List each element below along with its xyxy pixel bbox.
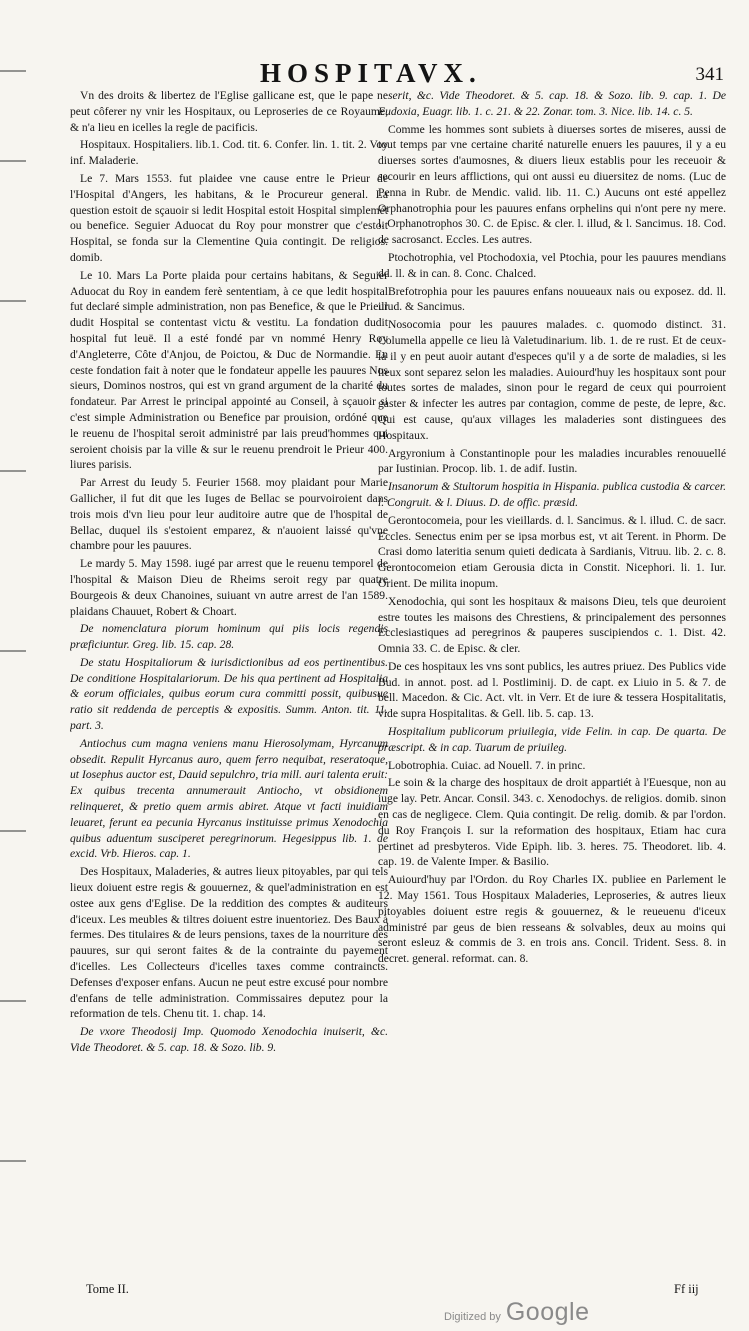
paragraph: Par Arrest du Ieudy 5. Feurier 1568. moy plaidant pour Marie Gallicher, il fut dit que les Iuges de Bellac se pourvoiroient dans trois mois d'vn lieu pour leur auditoire autre que de l'hospital de Bellac, duquel ils s'estoient emparez, & n'auoient laissé qu'vne chambre pour les pauures.	[70, 476, 388, 553]
paragraph: Nosocomia pour les pauures malades. c. quomodo distinct. 31. Columella appelle ce lieu là Valetudinarium. lib. 1. de re rust. Et de ceux-là il y en peut auoir autant d'especes qu'il y a de sorte de maladies, si les lieux sont separez selon les maladies. Auiourd'huy les hospitaux sont pour toutes sortes de malades, sinon pour le regard de ceux qui pourroient gaster & infecter les autres par contagion, comme de peste, de lepre, &c. Qui est cause, qu'aux villages les maladeries sont distinguees des Hospitaux.	[378, 318, 726, 442]
footer-tome: Tome II.	[86, 1282, 129, 1296]
paragraph: Hospitalium publicorum priuilegia, vide Felin. in cap. De quarta. De præscript. & in cap. Tuarum de priuileg.	[378, 725, 726, 754]
left-column	[70, 88, 388, 1280]
paragraph: De vxore Theodosij Imp. Quomodo Xenodochia inuiserit, &c. Vide Theodoret. & 5. cap. 18. & Sozo. lib. 9.	[70, 1025, 388, 1055]
page-title: HOSPITAVX.	[260, 58, 482, 88]
paragraph: Argyronium à Constantinople pour les maladies incurables renouuellé par Iustinian. Procop. lib. 1. de adif. Iustin.	[378, 446, 726, 476]
google-watermark	[444, 1298, 589, 1328]
page-header	[24, 58, 724, 88]
page-number: 341	[695, 64, 724, 85]
paragraph: Le soin & la charge des hospitaux de droit appartiét à l'Euesque, non au iuge lay. Petr. Ancar. Consil. 343. c. Xenodochys. de religios. domib. sinon en cas de negligece. Clem. Quia contingit. De relig. domib. & par l'ordon. du Roy François I. sur la reformation des hospitaux, Etiam hac cura pertinet ad presbyteros. Vide Epiph. lib. 3. heres. 75. Theodoret. lib. 4. cap. 19. de Valente Imper. & Basilio.	[378, 776, 726, 869]
paragraph: De ces hospitaux les vns sont publics, les autres priuez. Des Publics vide Bud. in annot. post. ad l. Postliminij. D. de capt. ex Liuio in 5. & 7. de bell. Macedon. & Cic. Act. vlt. in Verr. Et de iure & tessera Hospitalitatis, vide supra Hospitalitas. & Gell. lib. 5. cap. 13.	[378, 659, 726, 721]
right-column	[378, 88, 726, 1280]
paragraph: De statu Hospitaliorum & iurisdictionibus ad eos pertinentibus. De conditione Hospitalariorum. De his qua pertinent ad Hospitalia & eorum officiales, quibus eorum cura committi possit, quibusue ratio sit reddenda de perceptis & expositis. Summ. Anton. tit. 11. part. 3.	[70, 655, 388, 733]
paragraph: Le 7. Mars 1553. fut plaidee vne cause entre le Prieur de l'Hospital d'Angers, les habitans, & le Procureur general. La question estoit de sçauoir si ledit Hospital estoit Hospital simplemét ou benefice. Seguier Aduocat du Roy pour monstrer que c'estoit Hospital, se fonda sur la Clementine Quia contingit. De religios. domib.	[70, 171, 388, 264]
paragraph: Hospitaux. Hospitaliers. lib.1. Cod. tit. 6. Confer. lin. 1. tit. 2. Voy inf. Maladerie.	[70, 138, 388, 168]
paragraph: De nomenclatura piorum hominum qui piis locis regendis præficiuntur. Greg. lib. 15. cap. 28.	[70, 622, 388, 652]
paragraph: Des Hospitaux, Maladeries, & autres lieux pitoyables, par qui tels lieux doiuent estre regis & gouuernez, & quel'administration en est ostee aux gens d'Eglise. De la reddition des comptes & auditeurs d'iceux. Les meubles & tiltres doiuent estre inuentoriez. Des Baux à fermes. Des titulaires & de leurs pensions, taxes de la nourriture des pauures, sur qui seront faites & de la contrainte du payement d'icelles. Les Collecteurs d'icelles taxes comme contraincts. Defenses d'exposer enfans. Aucun ne peut estre excusé pour nombre d'enfans de telle administration. Commissaires deputez pour la reformation de tels. Chenu tit. 1. chap. 14.	[70, 865, 388, 1021]
paragraph: Vn des droits & libertez de l'Eglise gallicane est, que le pape ne peut côferer ny vnir les Hospitaux, ou Leproseries de ce Royaume, & n'a lieu en icelles la regle de pacificis.	[70, 89, 388, 134]
paragraph: Auiourd'huy par l'Ordon. du Roy Charles IX. publiee en Parlement le 12. May 1561. Tous Hospitaux Maladeries, Leproseries, & autres lieux pitoyables doiuent estre regis & gouuernez, & le reueuenu d'iceux administré par geus de bien resseans & solvables, deux au moins qui seront esleuz & commis de 3. en trois ans. Concil. Trident. Sess. 8. in decret. general. reformat. can. 8.	[378, 873, 726, 966]
paragraph: Le mardy 5. May 1598. iugé par arrest que le reuenu temporel de l'hospital & Maison Dieu de Rheims seroit regy par quatre Bourgeois & deux Chanoines, suiuant vn autre arrest de l'an 1589. plaidans Chauuet, Robert & Choart.	[70, 557, 388, 618]
paragraph: Xenodochia, qui sont les hospitaux & maisons Dieu, tels que deuroient estre toutes les maisons des Chrestiens, & principalement des personnes Ecclesiastiques ad peregrinos & pauperes suscipiendos c. 1. Dist. 42. Omnia 33. C. de Episc. & cler.	[378, 594, 726, 656]
watermark-brand: Google	[505, 1298, 590, 1326]
paragraph: Antiochus cum magna veniens manu Hierosolymam, Hyrcanum obsedit. Repulit Hyrcanus auro, quem ferro nequibat, reseratoque, ut Iosephus auctor est, Dauid sepulchro, tria mill. auri talenta eruit: Ex quibus trecenta annumerauit Antiocho, vt obsidionem relinqueret, & pretio quem armis abiret. Atque vt facti inuidiam leuaret, ferunt ea pecunia Hyrcanus instituisse primus Xenodochia quibus aduentum susciperet peregrinorum. Hegesippus lib. 1. de excid. Vrb. Hieros. cap. 1.	[70, 736, 388, 861]
paragraph: Insanorum & Stultorum hospitia in Hispania. publica custodia & carcer. l. Congruit. & l. Diuus. D. de offic. præsid.	[378, 480, 726, 509]
paragraph: Comme les hommes sont subiets à diuerses sortes de miseres, aussi de tout temps par vne certaine charité naturelle enuers les pauures, il y a eu diuerses sortes d'aumosnes, & diuers lieux establis pour les receuoir & secourir en leurs afflictions, qui ont aussi eu diuersitez de noms. (Luc de Penna in Rubr. de Mendic. valid. lib. 11. C.) Aucuns ont esté appellez Orphanotrophia pour les pauures enfans orphelins qui n'ont pere ny mere. l. Orphanotrophos 30. C. de Episc. & cler. l. illud, & l. Sancimus. 18. Cod. de sacrosanct. Eccles. Les autres.	[378, 122, 726, 247]
watermark-prefix: Digitized by	[444, 1311, 501, 1323]
paragraph: serit, &c. Vide Theodoret. & 5. cap. 18. & Sozo. lib. 9. cap. 1. De Eudoxia, Euagr. lib. 1. c. 21. & 22. Zonar. tom. 3. Nice. lib. 14. c. 5.	[378, 89, 726, 118]
paragraph: Gerontocomeia, pour les vieillards. d. l. Sancimus. & l. illud. C. de sacr. Eccles. Senectus enim per se ipsa morbus est, vt ait Terent. in Phorm. De Crasi domo lateritia senum quieti dedicata à Sardianis, Vitruu. lib. 2. c. 8. Gerontocomeion etiam Gerousia dicta in Constit. Nicephori. li. 1. Iur. Orient. De milita inopum.	[378, 513, 726, 590]
paragraph: Brefotrophia pour les pauures enfans nouueaux nais ou exposez. dd. ll. illud. & Sancimus.	[378, 284, 726, 314]
paragraph: Le 10. Mars La Porte plaida pour certains habitans, & Seguier Aduocat du Roy in eandem ferè sententiam, à ce que ledit hospital fut declaré simple administration, non pas Benefice, & que le Prieur dudit Hospital se contentast victu & vestitu. La fondation dudit hospital fut leuë. Il a esté fondé par vn nommé Henry Roy d'Angleterre, Côte d'Anjou, de Poictou, & Duc de Normandie. En ceste fondation fait à noter que le fondateur appelle les pauures Nos sieurs, Dominos nostros, qui est vn grand argument de la charité du fondateur. Par Arrest le principal appointé au Conseil, à sçauoir si c'est simple Administration ou Benefice par prouision, ordóné que le reuenu de l'hospital seroit administré par lais preud'hommes qui seroient choisis par la ville & sur le reuenu prendroit le Prieur 400. liures parisis.	[70, 268, 388, 472]
footer-signature: Ff iij	[674, 1282, 699, 1296]
binding-margin	[0, 40, 26, 1230]
paragraph: Ptochotrophia, vel Ptochodoxia, vel Ptochia, pour les pauures mendians dd. ll. & in can. 8. Conc. Chalced.	[378, 250, 726, 280]
paragraph: Lobotrophia. Cuiac. ad Nouell. 7. in princ.	[388, 758, 586, 772]
